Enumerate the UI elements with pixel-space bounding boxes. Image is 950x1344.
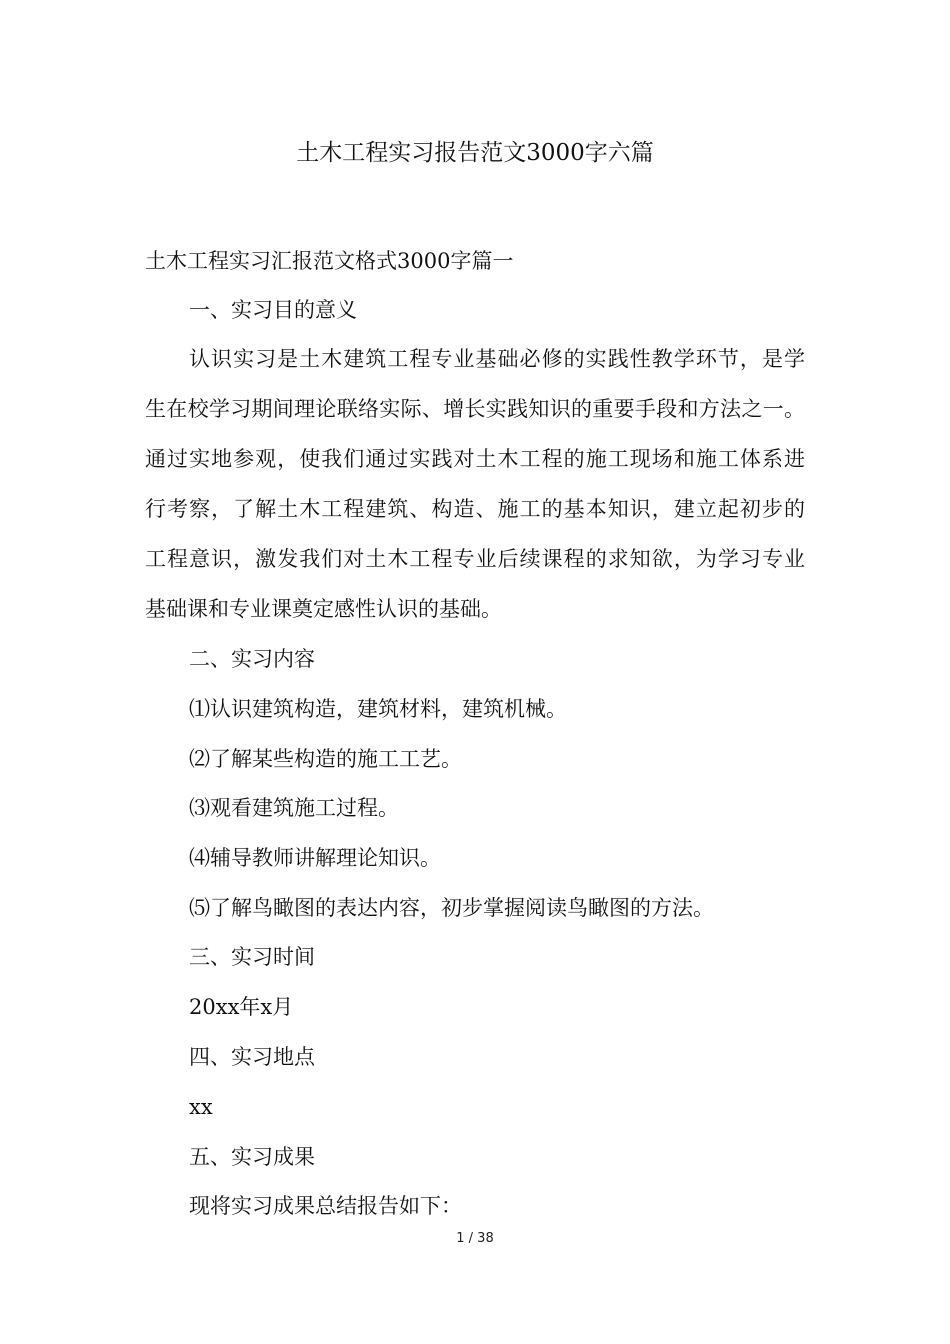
heading-results: 五、实习成果 — [189, 1145, 315, 1169]
document-title: 土木工程实习报告范文3000字六篇 — [296, 140, 654, 166]
heading-place: 四、实习地点 — [189, 1045, 315, 1069]
list-item: ⑶观看建筑施工过程。 — [189, 796, 399, 820]
list-item: ⑴认识建筑构造，建筑材料，建筑机械。 — [189, 697, 567, 721]
list-item: ⑷辅导教师讲解理论知识。 — [189, 846, 441, 870]
paragraph-line: 认识实习是土木建筑工程专业基础必修的实践性教学环节，是学 — [189, 347, 805, 371]
page-indicator: 1 / 38 — [456, 1231, 494, 1246]
heading-purpose: 一、实习目的意义 — [189, 298, 357, 322]
heading-content: 二、实习内容 — [189, 647, 315, 671]
section-title: 土木工程实习汇报范文格式3000字篇一 — [145, 249, 514, 273]
place-value: xx — [189, 1095, 213, 1119]
list-item: ⑵了解某些构造的施工工艺。 — [189, 747, 462, 771]
paragraph-line: 工程意识，激发我们对土木工程专业后续课程的求知欲，为学习专业 — [145, 547, 805, 571]
heading-time: 三、实习时间 — [189, 945, 315, 969]
time-value: 20xx年x月 — [189, 995, 294, 1019]
paragraph-line: 生在校学习期间理论联络实际、增长实践知识的重要手段和方法之一。 — [145, 397, 805, 421]
paragraph-line: 行考察，了解土木工程建筑、构造、施工的基本知识，建立起初步的 — [145, 497, 805, 521]
results-intro: 现将实习成果总结报告如下： — [189, 1194, 462, 1218]
paragraph-line: 基础课和专业课奠定感性认识的基础。 — [145, 597, 502, 621]
paragraph-line: 通过实地参观，使我们通过实践对土木工程的施工现场和施工体系进 — [145, 447, 805, 471]
list-item: ⑸了解鸟瞰图的表达内容，初步掌握阅读鸟瞰图的方法。 — [189, 896, 714, 920]
